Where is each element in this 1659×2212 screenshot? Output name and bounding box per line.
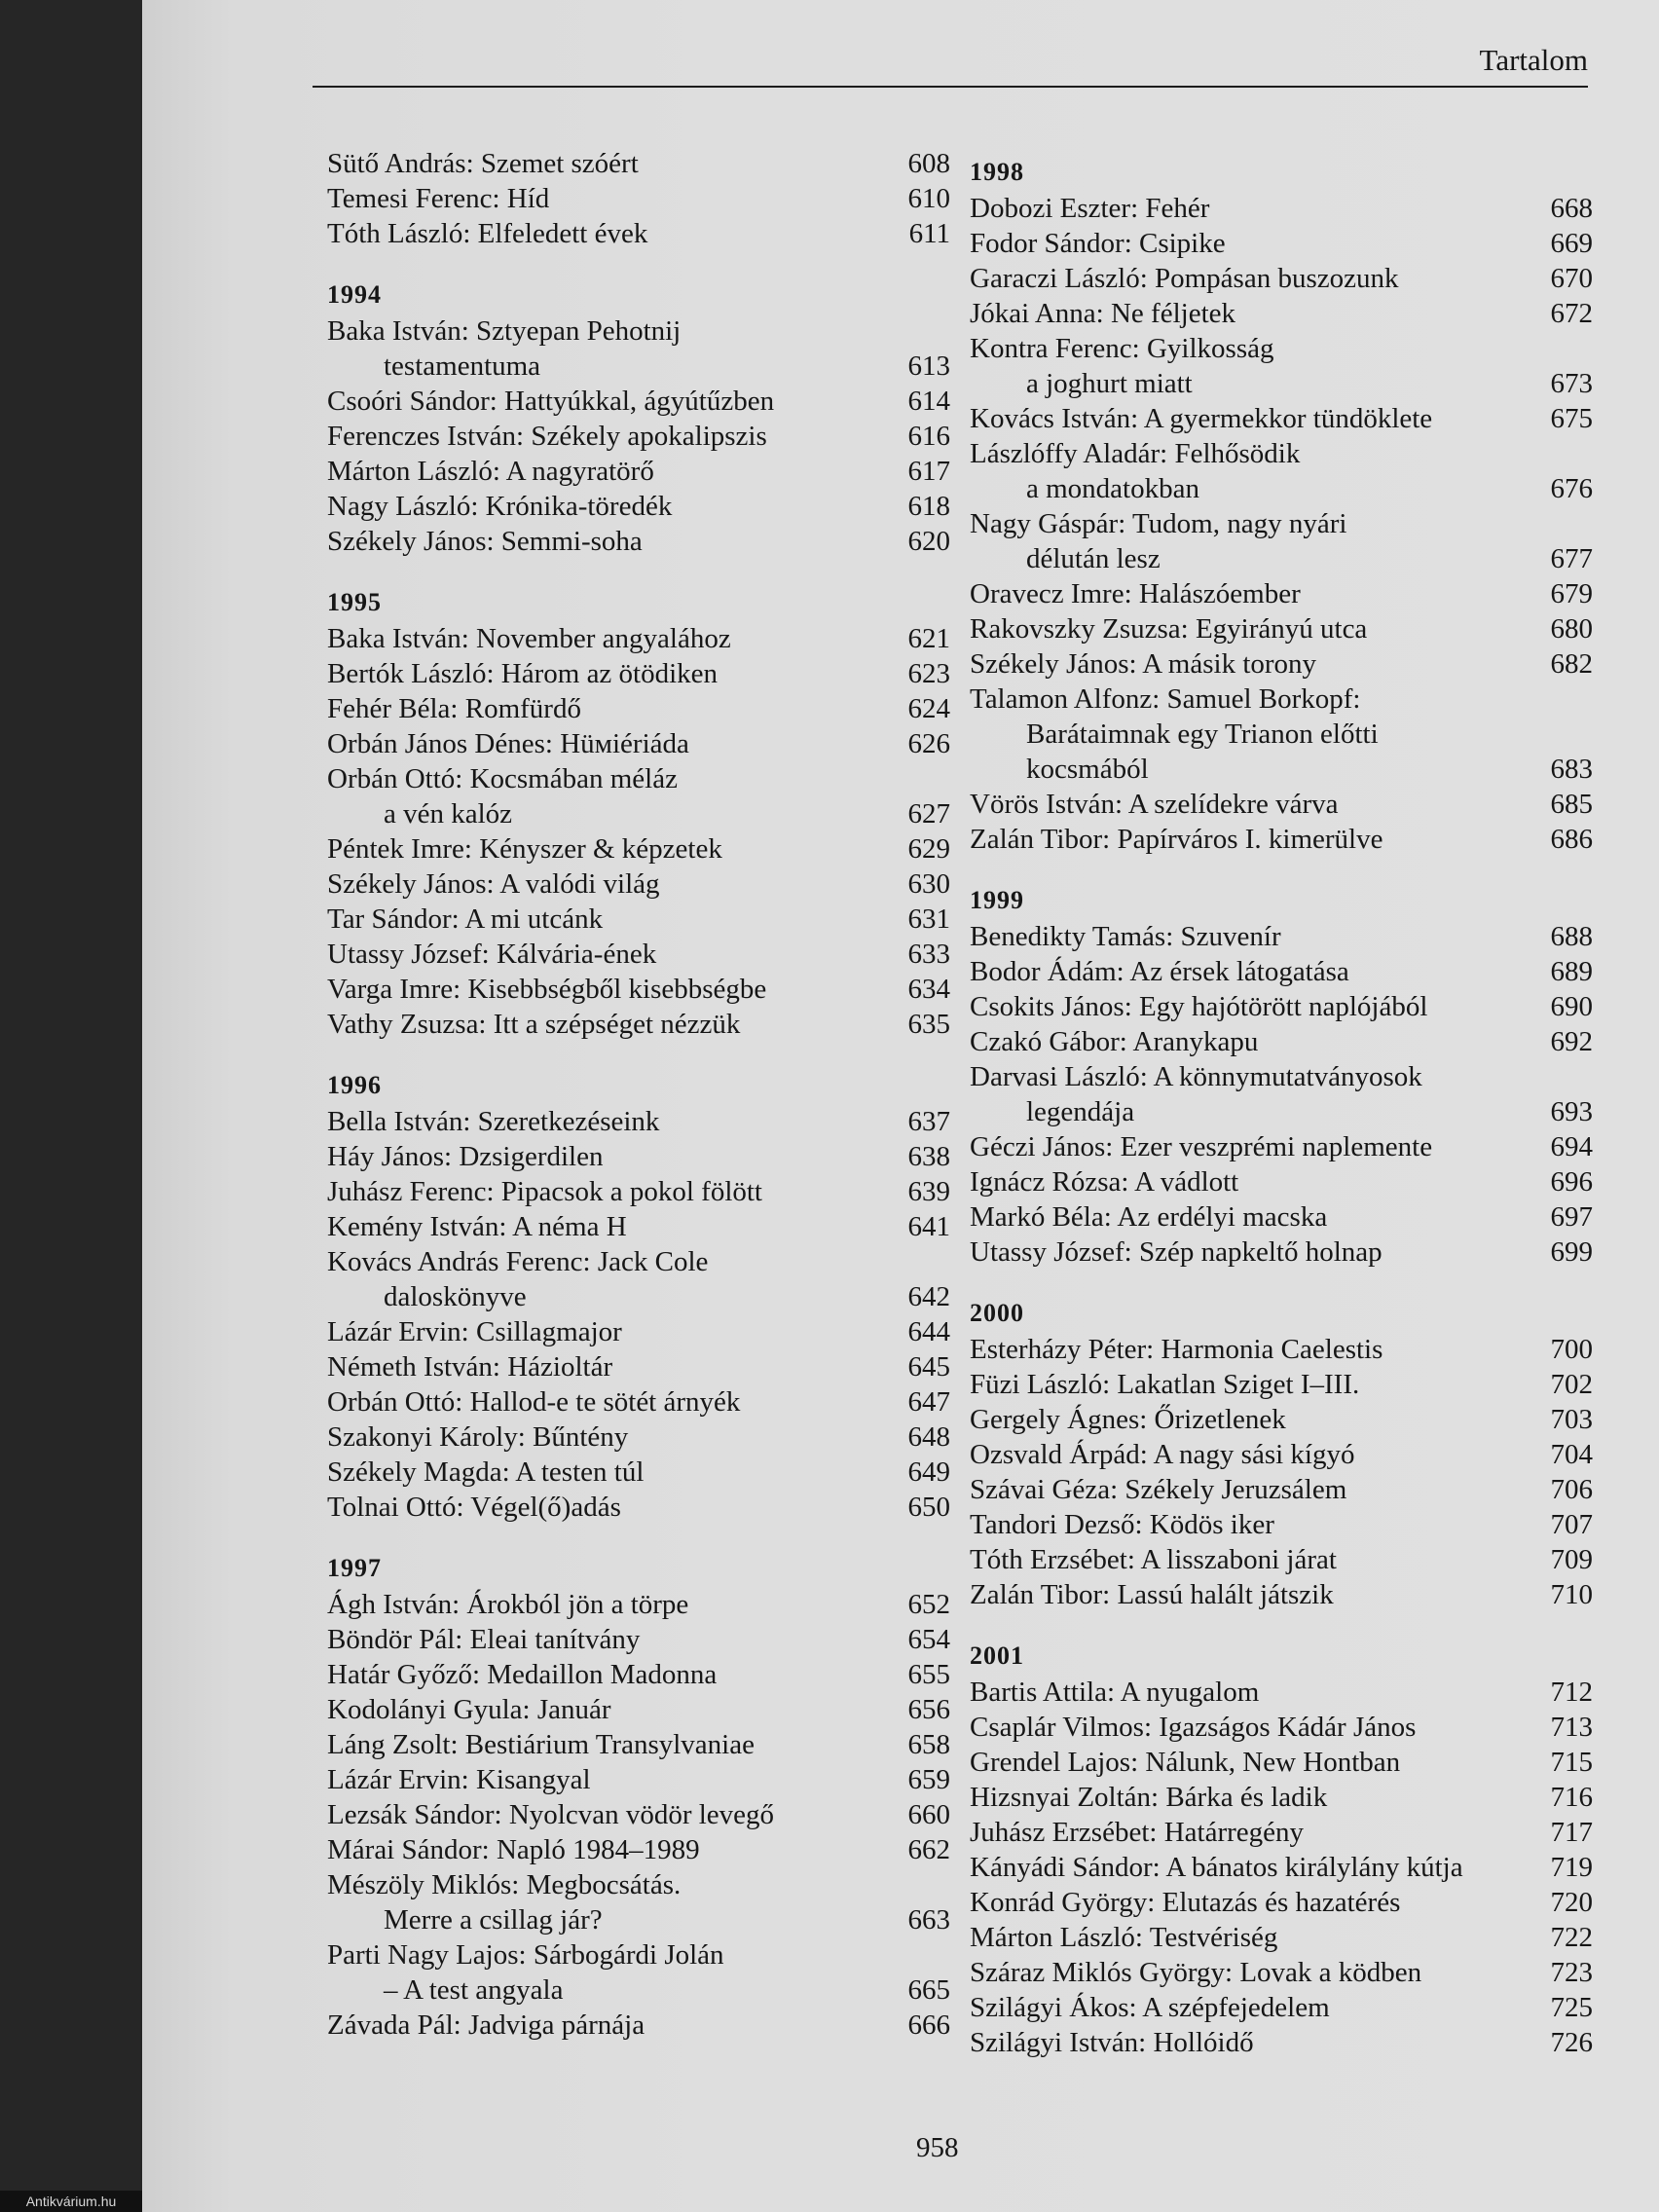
entry-title-continuation: Merre a csillag jár? — [384, 1904, 603, 1936]
entry-title: Szilágyi Ákos: A szépfejedelem — [970, 1992, 1330, 2023]
entry-title: Tolnai Ottó: Végel(ő)adás — [327, 1492, 621, 1523]
entry-title: Talamon Alfonz: Samuel Borkopf: — [970, 683, 1361, 715]
entry-title: Baka István: November angyalához — [327, 623, 731, 654]
toc-entry — [327, 1832, 950, 1867]
toc-entry — [327, 181, 950, 216]
entry-title-continuation: daloskönyve — [384, 1281, 527, 1312]
toc-entry — [970, 226, 1593, 261]
toc-entry — [970, 919, 1593, 954]
toc-section — [970, 884, 1593, 1270]
entry-title: Czakó Gábor: Aranykapu — [970, 1026, 1259, 1057]
entry-title: Székely János: A másik torony — [970, 648, 1317, 680]
toc-entry — [970, 954, 1593, 989]
entry-page-number: 666 — [907, 2009, 950, 2041]
entry-page-number: 668 — [1550, 193, 1593, 224]
toc-entry — [327, 1419, 950, 1455]
toc-entry — [970, 1199, 1593, 1235]
book-page — [142, 0, 1659, 2212]
toc-entry — [970, 1577, 1593, 1612]
entry-title: Ágh István: Árokból jön a törpe — [327, 1589, 689, 1620]
entry-title: Tóth László: Elfeledett évek — [327, 218, 648, 249]
entry-page-number: 709 — [1550, 1544, 1593, 1575]
entry-title-continuation: testamentuma — [384, 350, 541, 382]
entry-page-number: 677 — [1550, 543, 1593, 574]
toc-entry — [327, 1007, 950, 1042]
entry-title: Füzi László: Lakatlan Sziget I–III. — [970, 1369, 1360, 1400]
year-heading: 1994 — [327, 280, 382, 309]
entry-page-number: 683 — [1550, 754, 1593, 785]
toc-entry — [327, 866, 950, 902]
entry-title: Orbán Ottó: Kocsmában méláz — [327, 763, 678, 794]
toc-entry — [970, 1885, 1593, 1920]
entry-title: Benedikty Tamás: Szuvenír — [970, 921, 1281, 952]
entry-title: Péntek Imre: Kényszer & képzetek — [327, 833, 722, 865]
entry-page-number: 659 — [907, 1764, 950, 1795]
entry-title-continuation: délután lesz — [1026, 543, 1161, 574]
entry-title: Székely János: Semmi-soha — [327, 526, 643, 557]
entry-page-number: 688 — [1550, 921, 1593, 952]
entry-title: Grendel Lajos: Nálunk, New Hontban — [970, 1747, 1401, 1778]
entry-title-continuation: a vén kalóz — [384, 798, 513, 830]
toc-entry — [970, 1815, 1593, 1850]
toc-entry — [970, 576, 1593, 611]
toc-entry — [327, 1937, 950, 2008]
toc-entry — [327, 489, 950, 524]
toc-entry — [327, 656, 950, 691]
toc-entry — [327, 1692, 950, 1727]
entry-title-continuation: kocsmából — [1026, 754, 1149, 785]
toc-section — [327, 146, 950, 251]
toc-entry — [327, 313, 950, 384]
year-heading: 1995 — [327, 588, 382, 616]
toc-entry — [970, 1675, 1593, 1710]
entry-title: Márton László: Testvériség — [970, 1922, 1278, 1953]
entry-title: Láng Zsolt: Bestiárium Transylvaniae — [327, 1729, 755, 1760]
entry-page-number: 627 — [907, 798, 950, 830]
entry-title: Bella István: Szeretkezéseink — [327, 1106, 660, 1137]
entry-page-number: 637 — [907, 1106, 950, 1137]
toc-section — [327, 586, 950, 1042]
toc-entry — [327, 1587, 950, 1622]
toc-entry — [970, 191, 1593, 226]
entry-title: Jókai Anna: Ne féljetek — [970, 298, 1235, 329]
entry-title: Dobozi Eszter: Fehér — [970, 193, 1210, 224]
entry-page-number: 719 — [1550, 1852, 1593, 1883]
entry-page-number: 617 — [907, 456, 950, 487]
toc-entry — [970, 1437, 1593, 1472]
entry-page-number: 672 — [1550, 298, 1593, 329]
toc-entry — [970, 1402, 1593, 1437]
entry-page-number: 614 — [907, 386, 950, 417]
entry-page-number: 716 — [1550, 1782, 1593, 1813]
entry-page-number: 631 — [907, 903, 950, 935]
toc-entry — [970, 1472, 1593, 1507]
entry-title: Fehér Béla: Romfürdő — [327, 693, 581, 724]
entry-page-number: 690 — [1550, 991, 1593, 1022]
entry-page-number: 673 — [1550, 368, 1593, 399]
entry-title: Juhász Ferenc: Pipacsok a pokol fölött — [327, 1176, 762, 1207]
toc-entry — [327, 1139, 950, 1174]
entry-page-number: 647 — [907, 1386, 950, 1418]
toc-entry — [327, 726, 950, 761]
entry-title: Bodor Ádám: Az érsek látogatása — [970, 956, 1349, 987]
toc-entry — [327, 216, 950, 251]
entry-title: Markó Béla: Az erdélyi macska — [970, 1201, 1328, 1233]
entry-title: Határ Győző: Medaillon Madonna — [327, 1659, 718, 1690]
entry-page-number: 635 — [907, 1009, 950, 1040]
entry-title: Kányádi Sándor: A bánatos királylány kútja — [970, 1852, 1463, 1883]
toc-entry — [970, 1332, 1593, 1367]
toc-entry — [327, 972, 950, 1007]
toc-entry — [970, 1367, 1593, 1402]
toc-entry — [970, 1164, 1593, 1199]
toc-entry — [970, 1542, 1593, 1577]
entry-title: Varga Imre: Kisebbségből kisebbségbe — [327, 974, 767, 1005]
entry-page-number: 725 — [1550, 1992, 1593, 2023]
entry-title: Kodolányi Gyula: Január — [327, 1694, 611, 1725]
entry-title: Csaplár Vilmos: Igazságos Kádár János — [970, 1712, 1417, 1743]
entry-page-number: 699 — [1550, 1236, 1593, 1268]
entry-page-number: 618 — [907, 491, 950, 522]
entry-page-number: 662 — [907, 1834, 950, 1865]
toc-entry — [327, 384, 950, 419]
toc-entry — [970, 1129, 1593, 1164]
toc-section — [327, 1552, 950, 2043]
entry-title: Utassy József: Szép napkeltő holnap — [970, 1236, 1382, 1268]
entry-page-number: 723 — [1550, 1957, 1593, 1988]
entry-page-number: 670 — [1550, 263, 1593, 294]
toc-section — [970, 156, 1593, 857]
entry-page-number: 692 — [1550, 1026, 1593, 1057]
entry-title: Csokits János: Egy hajótörött naplójából — [970, 991, 1428, 1022]
entry-title: Kontra Ferenc: Gyilkosság — [970, 333, 1274, 364]
entry-title: Lászlóffy Aladár: Felhősödik — [970, 438, 1301, 469]
entry-page-number: 650 — [907, 1492, 950, 1523]
entry-title: Vörös István: A szelídekre várva — [970, 789, 1339, 820]
year-heading: 1997 — [327, 1554, 382, 1582]
entry-page-number: 649 — [907, 1456, 950, 1488]
toc-entry — [970, 506, 1593, 576]
entry-title: Ignácz Rózsa: A vádlott — [970, 1166, 1239, 1198]
entry-title: Tar Sándor: A mi utcánk — [327, 903, 604, 935]
entry-page-number: 641 — [907, 1211, 950, 1242]
toc-entry — [327, 1104, 950, 1139]
entry-page-number: 676 — [1550, 473, 1593, 504]
entry-page-number: 726 — [1550, 2027, 1593, 2058]
entry-page-number: 722 — [1550, 1922, 1593, 1953]
year-heading: 1999 — [970, 886, 1024, 914]
entry-title-continuation: legendája — [1026, 1096, 1135, 1127]
entry-title: Tandori Dezső: Ködös iker — [970, 1509, 1274, 1540]
toc-entry — [327, 691, 950, 726]
entry-title: Orbán Ottó: Hallod-e te sötét árnyék — [327, 1386, 741, 1418]
entry-title: Baka István: Sztyepan Pehotnij — [327, 315, 682, 347]
entry-title: Zalán Tibor: Lassú halált játszik — [970, 1579, 1334, 1610]
toc-entry — [327, 1797, 950, 1832]
toc-entry — [327, 1867, 950, 1937]
toc-entry — [327, 2008, 950, 2043]
toc-entry — [970, 296, 1593, 331]
entry-title: Vathy Zsuzsa: Itt a szépséget nézzük — [327, 1009, 741, 1040]
entry-title: Székely János: A valódi világ — [327, 868, 660, 900]
toc-entry — [327, 1349, 950, 1384]
entry-page-number: 703 — [1550, 1404, 1593, 1435]
entry-page-number: 686 — [1550, 824, 1593, 855]
entry-title: Márton László: A nagyratörő — [327, 456, 654, 487]
toc-entry — [327, 902, 950, 937]
entry-title: Háy János: Dzsigerdilen — [327, 1141, 604, 1172]
toc-entry — [327, 761, 950, 831]
entry-title: Oravecz Imre: Halászóember — [970, 578, 1301, 609]
toc-entry — [970, 989, 1593, 1024]
entry-title: Mészöly Miklós: Megbocsátás. — [327, 1869, 682, 1900]
entry-page-number: 660 — [907, 1799, 950, 1830]
entry-title: Darvasi László: A könnymutatványosok — [970, 1061, 1422, 1092]
entry-title: Gergely Ágnes: Őrizetlenek — [970, 1404, 1286, 1435]
entry-page-number: 633 — [907, 939, 950, 970]
toc-entry — [327, 1209, 950, 1244]
entry-page-number: 680 — [1550, 613, 1593, 645]
toc-entry — [970, 1920, 1593, 1955]
toc-entry — [327, 937, 950, 972]
entry-title: Orbán János Dénes: Hüміériáda — [327, 728, 689, 759]
entry-page-number: 712 — [1550, 1677, 1593, 1708]
toc-entry — [327, 1244, 950, 1314]
entry-page-number: 623 — [907, 658, 950, 689]
entry-title: Németh István: Házioltár — [327, 1351, 613, 1382]
entry-page-number: 626 — [907, 728, 950, 759]
entry-title: Juhász Erzsébet: Határregény — [970, 1817, 1305, 1848]
watermark: Antikvárium.hu — [0, 2191, 142, 2212]
entry-title: Hizsnyai Zoltán: Bárka és ladik — [970, 1782, 1328, 1813]
entry-page-number: 696 — [1550, 1166, 1593, 1198]
entry-title: Konrád György: Elutazás és hazatérés — [970, 1887, 1401, 1918]
toc-entry — [970, 1745, 1593, 1780]
toc-entry — [970, 787, 1593, 822]
entry-page-number: 689 — [1550, 956, 1593, 987]
entry-page-number: 610 — [907, 183, 950, 214]
entry-page-number: 620 — [907, 526, 950, 557]
entry-page-number: 611 — [908, 218, 950, 249]
entry-title: Garaczi László: Pompásan buszozunk — [970, 263, 1399, 294]
entry-page-number: 634 — [907, 974, 950, 1005]
running-header: Tartalom — [1479, 43, 1588, 77]
toc-entry — [327, 1384, 950, 1419]
entry-page-number: 715 — [1550, 1747, 1593, 1778]
toc-entry — [327, 1314, 950, 1349]
toc-entry — [970, 1235, 1593, 1270]
entry-title: Lázár Ervin: Kisangyal — [327, 1764, 591, 1795]
toc-entry — [327, 621, 950, 656]
entry-page-number: 694 — [1550, 1131, 1593, 1162]
entry-title: Bertók László: Három az ötödiken — [327, 658, 719, 689]
entry-title: Márai Sándor: Napló 1984–1989 — [327, 1834, 700, 1865]
entry-title: Zalán Tibor: Papírváros I. kimerülve — [970, 824, 1383, 855]
entry-title: Esterházy Péter: Harmonia Caelestis — [970, 1334, 1383, 1365]
entry-title: Nagy László: Krónika-töredék — [327, 491, 673, 522]
header-rule — [313, 86, 1588, 88]
toc-entry — [970, 1710, 1593, 1745]
entry-page-number: 629 — [907, 833, 950, 865]
entry-page-number: 702 — [1550, 1369, 1593, 1400]
entry-page-number: 621 — [907, 623, 950, 654]
entry-page-number: 638 — [907, 1141, 950, 1172]
toc-entry — [970, 1850, 1593, 1885]
toc-section — [327, 278, 950, 559]
entry-page-number: 630 — [907, 868, 950, 900]
toc-entry — [970, 401, 1593, 436]
toc-entry — [970, 331, 1593, 401]
toc-entry — [327, 419, 950, 454]
entry-title: Géczi János: Ezer veszprémi naplemente — [970, 1131, 1433, 1162]
entry-page-number: 639 — [907, 1176, 950, 1207]
entry-title: Závada Pál: Jadviga párnája — [327, 2009, 645, 2041]
entry-page-number: 665 — [907, 1974, 950, 2006]
entry-title: Ferenczes István: Székely apokalipszis — [327, 421, 767, 452]
toc-entry — [327, 524, 950, 559]
entry-page-number: 704 — [1550, 1439, 1593, 1470]
entry-title: Kovács István: A gyermekkor tündöklete — [970, 403, 1433, 434]
toc-entry — [970, 1059, 1593, 1129]
year-heading: 1996 — [327, 1071, 382, 1099]
toc-entry — [327, 1455, 950, 1490]
entry-page-number: 663 — [907, 1904, 950, 1936]
year-heading: 1998 — [970, 158, 1024, 186]
entry-page-number: 608 — [907, 148, 950, 179]
entry-title-continuation: Barátaimnak egy Trianon előtti — [1026, 719, 1379, 750]
entry-title: Bartis Attila: A nyugalom — [970, 1677, 1260, 1708]
toc-entry — [327, 831, 950, 866]
entry-title: Csoóri Sándor: Hattyúkkal, ágyútűzben — [327, 386, 775, 417]
entry-title: Lezsák Sándor: Nyolcvan vödör levegő — [327, 1799, 775, 1830]
entry-page-number: 624 — [907, 693, 950, 724]
entry-page-number: 700 — [1550, 1334, 1593, 1365]
entry-page-number: 693 — [1550, 1096, 1593, 1127]
toc-entry — [327, 146, 950, 181]
entry-title: Tóth Erzsébet: A lisszaboni járat — [970, 1544, 1337, 1575]
toc-entry — [327, 1174, 950, 1209]
toc-entry — [327, 1727, 950, 1762]
entry-page-number: 669 — [1550, 228, 1593, 259]
toc-entry — [970, 2025, 1593, 2060]
entry-page-number: 717 — [1550, 1817, 1593, 1848]
toc-entry — [327, 1490, 950, 1525]
entry-page-number: 706 — [1550, 1474, 1593, 1505]
toc-entry — [970, 261, 1593, 296]
toc-section — [970, 1297, 1593, 1612]
entry-title: Ozsvald Árpád: A nagy sási kígyó — [970, 1439, 1355, 1470]
entry-title: Sütő András: Szemet szóért — [327, 148, 639, 179]
entry-page-number: 645 — [907, 1351, 950, 1382]
entry-page-number: 642 — [907, 1281, 950, 1312]
toc-entry — [970, 646, 1593, 682]
entry-title: Szilágyi István: Hollóidő — [970, 2027, 1254, 2058]
left-column — [327, 146, 950, 2070]
entry-page-number: 679 — [1550, 578, 1593, 609]
entry-title: Szakonyi Károly: Bűntény — [327, 1421, 629, 1453]
entry-title: Parti Nagy Lajos: Sárbogárdi Jolán — [327, 1939, 724, 1971]
toc-entry — [327, 1622, 950, 1657]
right-column — [970, 146, 1593, 2087]
toc-entry — [970, 682, 1593, 787]
entry-title: Böndör Pál: Eleai tanítvány — [327, 1624, 641, 1655]
entry-title: Száraz Miklós György: Lovak a ködben — [970, 1957, 1422, 1988]
entry-title: Kovács András Ferenc: Jack Cole — [327, 1246, 709, 1277]
entry-page-number: 613 — [907, 350, 950, 382]
entry-page-number: 675 — [1550, 403, 1593, 434]
entry-page-number: 644 — [907, 1316, 950, 1347]
entry-title: Rakovszky Zsuzsa: Egyirányú utca — [970, 613, 1368, 645]
entry-page-number: 658 — [907, 1729, 950, 1760]
entry-title-continuation: – A test angyala — [384, 1974, 564, 2006]
entry-title: Kemény István: A néma H — [327, 1211, 627, 1242]
toc-entry — [970, 1955, 1593, 1990]
page-number: 958 — [916, 2132, 959, 2163]
toc-entry — [327, 1657, 950, 1692]
toc-section — [970, 1640, 1593, 2060]
entry-page-number: 707 — [1550, 1509, 1593, 1540]
entry-page-number: 720 — [1550, 1887, 1593, 1918]
entry-title: Szávai Géza: Székely Jeruzsálem — [970, 1474, 1347, 1505]
toc-section — [327, 1069, 950, 1525]
entry-page-number: 682 — [1550, 648, 1593, 680]
entry-page-number: 685 — [1550, 789, 1593, 820]
entry-title-continuation: a mondatokban — [1026, 473, 1199, 504]
entry-page-number: 713 — [1550, 1712, 1593, 1743]
year-heading: 2001 — [970, 1641, 1024, 1670]
toc-entry — [327, 1762, 950, 1797]
entry-page-number: 656 — [907, 1694, 950, 1725]
toc-entry — [970, 611, 1593, 646]
entry-title: Székely Magda: A testen túl — [327, 1456, 645, 1488]
year-heading: 2000 — [970, 1299, 1024, 1327]
entry-title: Utassy József: Kálvária-ének — [327, 939, 657, 970]
toc-entry — [970, 1780, 1593, 1815]
toc-entry — [970, 1990, 1593, 2025]
entry-page-number: 697 — [1550, 1201, 1593, 1233]
toc-entry — [327, 454, 950, 489]
entry-title: Temesi Ferenc: Híd — [327, 183, 550, 214]
toc-entry — [970, 1507, 1593, 1542]
entry-title: Lázár Ervin: Csillagmajor — [327, 1316, 622, 1347]
toc-entry — [970, 436, 1593, 506]
entry-page-number: 648 — [907, 1421, 950, 1453]
entry-page-number: 654 — [907, 1624, 950, 1655]
toc-entry — [970, 822, 1593, 857]
entry-page-number: 655 — [907, 1659, 950, 1690]
entry-page-number: 710 — [1550, 1579, 1593, 1610]
entry-page-number: 616 — [907, 421, 950, 452]
entry-page-number: 652 — [907, 1589, 950, 1620]
toc-entry — [970, 1024, 1593, 1059]
entry-title: Fodor Sándor: Csipike — [970, 228, 1226, 259]
entry-title-continuation: a joghurt miatt — [1026, 368, 1193, 399]
entry-title: Nagy Gáspár: Tudom, nagy nyári — [970, 508, 1347, 539]
